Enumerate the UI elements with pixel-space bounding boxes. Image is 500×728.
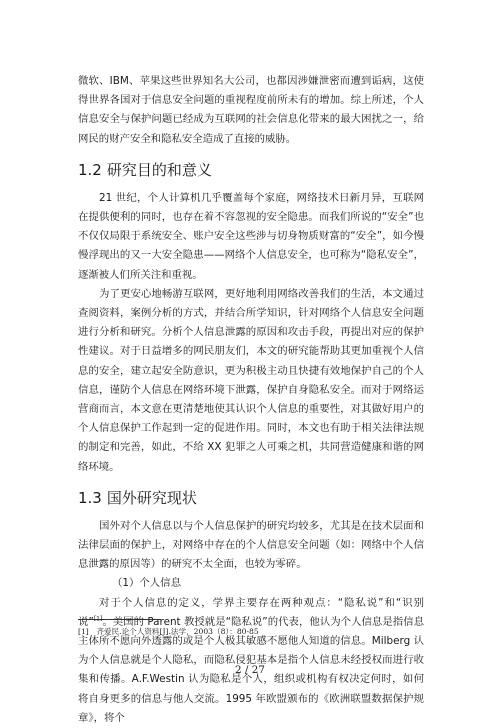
paragraph-purpose-2: 为了更安心地畅游互联网，更好地利用网络改善我们的生活，本文通过查阅资料，案例分析的方式，并结合所学知识，针对网络个人信息安全问题进行分析和研究。分析个人信息泄露的原因和攻击手段，再提出对应的保护性建议。对于日益增多的网民朋友们，本文的研究能帮助其更加重视个人信息的安全，建立起安全防意识，更为积极主动且快捷有效地保护自己的个人信息，谨防个人信息在网络环境下泄露，保护自身隐私安全。而对于网络运营商而言，本文意在更清楚地使其认识个人信息的重要性，对其做好用户的个人信息保护工作起到一定的促进作用。同时，本文也有助于相关法律法规的制定和完善，如此，不给 XX 犯罪之人可乘之机，共同营造健康和谐的网络环境。 bbox=[78, 287, 424, 473]
section-title: 研究目的和意义 bbox=[106, 160, 212, 179]
paragraph-text-part-2: 。美国的 Parent 教授就是“隐私说”的代表，他认为个人信息是指信息主体所不愿向外透露的或是个人极其敏感不愿他人知道的信息。Milberg 认为个人信息就是个人隐私，而隐私侵犯基本是指个人信息未经授权而进行收集和传播。A.F.Westin 认为隐私是个人，组织或机构有权决定何时，如何将自身更多的信息与他人交流。1995 年欧盟颁布的《欧洲联盟数据保护规章》，将个 bbox=[78, 615, 424, 724]
section-heading-1-2 bbox=[78, 161, 424, 179]
subheading-personal-information: （1）个人信息 bbox=[112, 577, 181, 590]
footnote: [1] 齐爱民.论个人资料[J].法学，2003（8）：80-85 bbox=[78, 627, 259, 636]
paragraph-foreign-research: 国外对个人信息以与个人信息保护的研究均较多，尤其是在技术层面和法律层面的保护上，对网络中存在的个人信息安全问题（如：网络中个人信息泄露的原因等）的研究不太全面，也较为零碎。 bbox=[78, 519, 424, 571]
section-title: 国外研究现状 bbox=[106, 488, 197, 507]
section-heading-1-3 bbox=[78, 489, 424, 507]
footnote-divider bbox=[78, 619, 161, 620]
section-number: 1.2 bbox=[78, 160, 102, 179]
paragraph-text-part-1: 对于个人信息的定义，学界主要存在两种观点：“隐私说”和“识别说” bbox=[78, 596, 424, 628]
paragraph-personal-info-definition bbox=[78, 594, 424, 728]
section-number: 1.3 bbox=[78, 488, 102, 507]
footnote-reference[interactable]: [1] bbox=[93, 615, 103, 623]
page-number: 2 / 27 bbox=[235, 664, 265, 676]
paragraph-intro-continued: 微软、IBM、苹果这些世界知名大公司，也都因涉嫌泄密而遭到诟病，这使得世界各国对于信息安全问题的重视程度前所未有的增加。综上所述，个人信息安全与保护问题已经成为互联网的社会信息化带来的最大困扰之一，给网民的财产安全和隐私安全造成了直接的威胁。 bbox=[78, 75, 424, 145]
paragraph-purpose-1: 21 世纪，个人计算机几乎覆盖每个家庭，网络技术日新月异，互联网在提供便利的同时，也存在着不容忽视的安全隐患。而我们所说的“安全”也不仅仅局限于系统安全、账户安全这些涉与切身物质财富的“安全”，如今慢慢浮现出的又一大安全隐患——网络个人信息安全，也可称为“隐私安全”，逐渐被人们所关注和重视。 bbox=[78, 191, 424, 281]
